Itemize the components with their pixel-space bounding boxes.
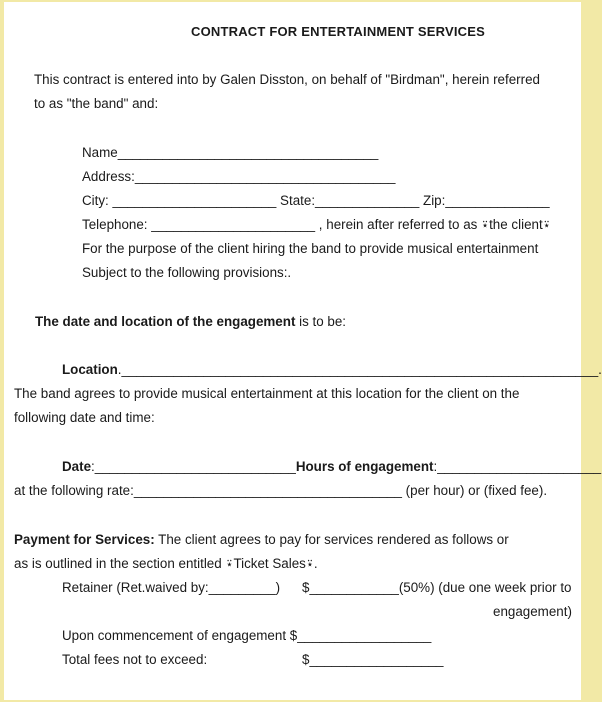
location-label: Location [62,362,118,377]
rate-field: at the following rate:____________________________________ (per hour) or (fixed fee). [14,483,548,498]
provisions-line: Subject to the following provisions:. [82,265,292,280]
retainer-label: Retainer (Ret.waived by:_________) [62,580,281,595]
purpose-line: For the purpose of the client hiring the band to provide musical entertainment [82,241,539,256]
ticket-sales-line: as is outlined in the section entitled ⍣Ticket Sales⍣. [14,556,318,571]
location-line: .________________________________________________________________. [117,362,602,377]
agrees-line-2: following date and time: [14,410,155,425]
retainer-amount: $____________(50%) (due one week prior to [302,580,572,595]
hours-line: :______________________ [433,459,602,474]
payment-heading-rest: The client agrees to pay for services rendered as follows or [154,532,509,547]
total-fees-label: Total fees not to exceed: [62,652,208,667]
payment-heading [14,532,509,548]
agrees-line-1: The band agrees to provide musical entertainment at this location for the client on the [14,386,520,401]
payment-heading-bold: Payment for Services: [14,532,155,547]
location-field [62,362,602,378]
date-label: Date [62,459,92,474]
client-city-state-zip-field: City: ______________________ State:______________ Zip:______________ [82,193,550,208]
commencement-field: Upon commencement of engagement $__________________ [62,628,432,643]
client-address-field: Address:___________________________________ [82,169,396,184]
date-hours-field [62,459,601,475]
retainer-continued: engagement) [493,604,572,619]
engagement-heading-bold: The date and location of the engagement [35,314,296,329]
total-fees-amount: $__________________ [302,652,444,667]
hours-label: Hours of engagement [295,459,434,474]
engagement-heading-rest: is to be: [295,314,347,329]
client-telephone-field: Telephone: ______________________ , herein after referred to as ⍣the client⍣ [82,217,551,232]
client-name-field: Name___________________________________ [82,145,379,160]
intro-line-1: This contract is entered into by Galen Disston, on behalf of "Birdman", herein referred [34,72,540,87]
date-line: :___________________________ [91,459,296,474]
document-title: CONTRACT FOR ENTERTAINMENT SERVICES [191,24,485,39]
intro-line-2: to as "the band" and: [34,96,159,111]
engagement-heading [35,314,346,330]
contract-page [4,2,602,700]
